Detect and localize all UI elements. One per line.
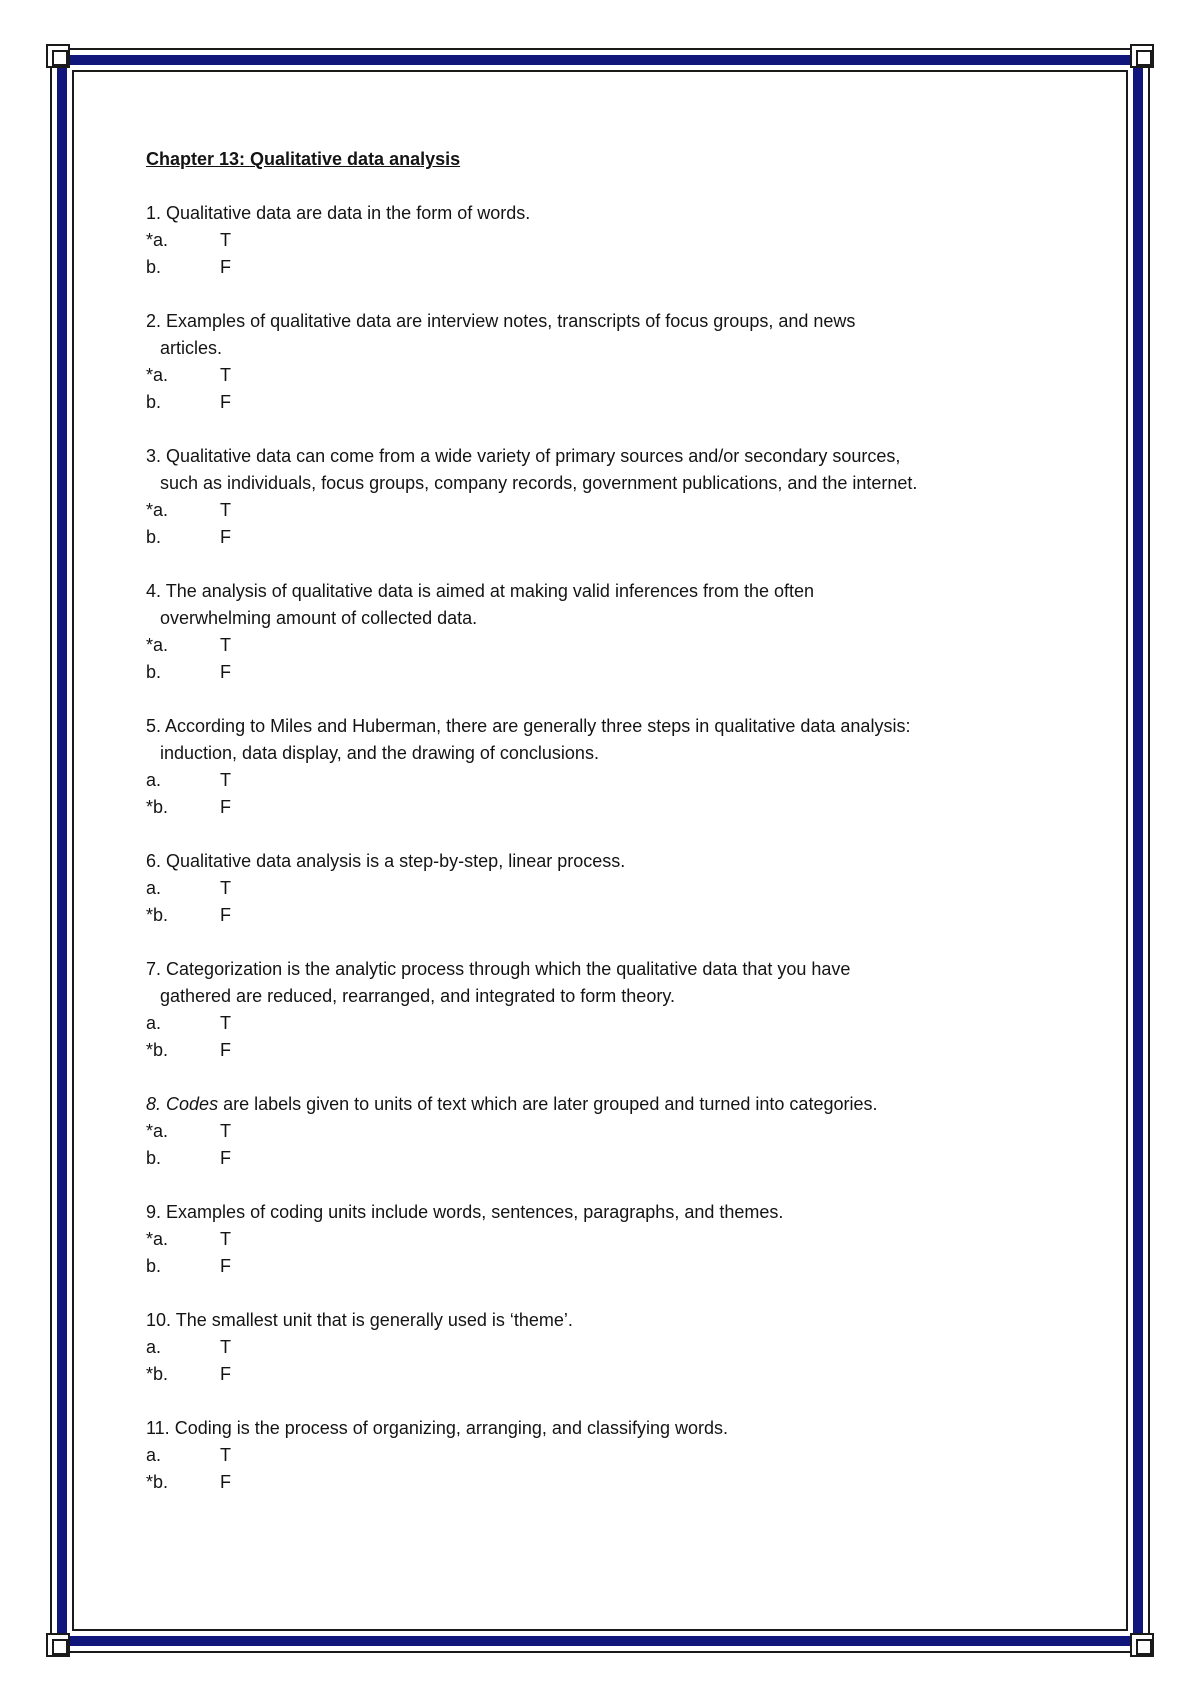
question-text [146, 443, 1046, 470]
question-item [146, 848, 1046, 929]
question-item [146, 1307, 1046, 1388]
option-letter: *a. [146, 1229, 169, 1249]
question-text-continued [146, 740, 1046, 767]
question-item [146, 200, 1046, 281]
question-line-text: Categorization is the analytic process through which the qualitative data that you have [166, 959, 851, 979]
border-corner-ornament [1130, 1633, 1154, 1657]
question-line-text: Coding is the process of organizing, arranging, and classifying words. [174, 1418, 729, 1438]
question-text [146, 578, 1046, 605]
question-number: 3. [146, 446, 162, 466]
answer-option [146, 902, 1046, 929]
option-value: T [220, 1445, 231, 1465]
answer-option [146, 794, 1046, 821]
option-letter: *b. [146, 905, 169, 925]
option-value: T [220, 770, 231, 790]
option-value: F [220, 257, 231, 277]
question-item [146, 443, 1046, 551]
question-line-text: Qualitative data can come from a wide variety of primary sources and/or secondary sources, [166, 446, 901, 466]
question-line-text: gathered are reduced, rearranged, and integrated to form theory. [160, 986, 675, 1006]
question-line-text: Qualitative data analysis is a step-by-step, linear process. [166, 851, 626, 871]
question-number: 5. [146, 716, 162, 736]
answer-option [146, 1334, 1046, 1361]
question-line-text: According to Miles and Huberman, there are generally three steps in qualitative data analysis: [165, 716, 911, 736]
option-value: T [220, 1337, 231, 1357]
question-text [146, 308, 1046, 335]
option-letter: b. [146, 257, 162, 277]
answer-option [146, 1145, 1046, 1172]
option-letter: a. [146, 1013, 162, 1033]
border-corner-ornament [46, 1633, 70, 1657]
question-item [146, 1415, 1046, 1496]
option-letter: *a. [146, 230, 169, 250]
option-letter: *a. [146, 1121, 169, 1141]
question-item [146, 956, 1046, 1064]
question-term: Codes [166, 1094, 219, 1114]
option-letter: b. [146, 662, 162, 682]
border-corner-ornament [46, 44, 70, 68]
question-text [146, 956, 1046, 983]
question-line-text: Qualitative data are data in the form of words. [166, 203, 531, 223]
question-line-text: The analysis of qualitative data is aimed at making valid inferences from the often [165, 581, 815, 601]
option-letter: *b. [146, 1364, 169, 1384]
answer-option [146, 1118, 1046, 1145]
question-text-continued [146, 470, 1046, 497]
question-text-continued [146, 983, 1046, 1010]
question-number: 10. [146, 1310, 172, 1330]
question-number: 2. [146, 311, 162, 331]
question-number: 7. [146, 959, 162, 979]
question-line-text: such as individuals, focus groups, company records, government publications, and the internet. [160, 473, 918, 493]
option-letter: *a. [146, 635, 169, 655]
question-text-continued [146, 335, 1046, 362]
question-text [146, 200, 1046, 227]
answer-option [146, 254, 1046, 281]
question-number: 9. [146, 1202, 162, 1222]
question-item [146, 1091, 1046, 1172]
answer-option [146, 1253, 1046, 1280]
answer-option [146, 362, 1046, 389]
option-value: F [220, 797, 231, 817]
question-text [146, 1307, 1046, 1334]
answer-option [146, 227, 1046, 254]
option-letter: a. [146, 770, 162, 790]
answer-option [146, 659, 1046, 686]
option-value: F [220, 1472, 231, 1492]
question-item [146, 713, 1046, 821]
question-number: 8. [146, 1094, 162, 1114]
option-letter: b. [146, 1148, 162, 1168]
option-value: T [220, 1013, 231, 1033]
answer-option [146, 1361, 1046, 1388]
option-letter: b. [146, 392, 162, 412]
question-line-text: overwhelming amount of collected data. [160, 608, 478, 628]
question-line-text: The smallest unit that is generally used is ‘theme’. [175, 1310, 573, 1330]
question-line-text: induction, data display, and the drawing of conclusions. [160, 743, 599, 763]
option-value: F [220, 662, 231, 682]
question-text [146, 713, 1046, 740]
option-letter: a. [146, 878, 162, 898]
answer-option [146, 389, 1046, 416]
option-letter: *b. [146, 797, 169, 817]
answer-option [146, 875, 1046, 902]
document-body [146, 146, 1046, 1523]
question-item [146, 308, 1046, 416]
question-number: 4. [146, 581, 162, 601]
answer-option [146, 767, 1046, 794]
answer-option [146, 1010, 1046, 1037]
option-value: T [220, 365, 231, 385]
option-value: F [220, 1364, 231, 1384]
question-line-text: Examples of coding units include words, sentences, paragraphs, and themes. [166, 1202, 784, 1222]
option-value: T [220, 878, 231, 898]
option-value: T [220, 1121, 231, 1141]
border-corner-ornament [1130, 44, 1154, 68]
option-letter: *b. [146, 1040, 169, 1060]
question-item [146, 1199, 1046, 1280]
option-value: T [220, 500, 231, 520]
option-value: F [220, 1256, 231, 1276]
question-text [146, 848, 1046, 875]
question-text-continued [146, 605, 1046, 632]
question-line-text: articles. [160, 338, 223, 358]
option-letter: b. [146, 1256, 162, 1276]
answer-option [146, 524, 1046, 551]
question-text [146, 1199, 1046, 1226]
answer-option [146, 632, 1046, 659]
option-value: T [220, 230, 231, 250]
question-line-text: Examples of qualitative data are interview notes, transcripts of focus groups, and news [166, 311, 856, 331]
option-letter: a. [146, 1337, 162, 1357]
option-letter: *b. [146, 1472, 169, 1492]
option-letter: *a. [146, 365, 169, 385]
question-text [146, 1415, 1046, 1442]
question-number: 1. [146, 203, 162, 223]
question-list [146, 200, 1046, 1496]
question-text [146, 1091, 1046, 1118]
question-number: 6. [146, 851, 162, 871]
answer-option [146, 497, 1046, 524]
option-value: F [220, 905, 231, 925]
answer-option [146, 1226, 1046, 1253]
option-value: T [220, 635, 231, 655]
answer-option [146, 1469, 1046, 1496]
option-letter: a. [146, 1445, 162, 1465]
answer-option [146, 1442, 1046, 1469]
question-item [146, 578, 1046, 686]
question-number: 11. [146, 1418, 170, 1438]
option-value: F [220, 1040, 231, 1060]
option-value: F [220, 392, 231, 412]
option-letter: *a. [146, 500, 169, 520]
chapter-title: Chapter 13: Qualitative data analysis [146, 149, 461, 169]
option-letter: b. [146, 527, 162, 547]
question-line-text: are labels given to units of text which are later grouped and turned into categories. [223, 1094, 878, 1114]
option-value: T [220, 1229, 231, 1249]
answer-option [146, 1037, 1046, 1064]
option-value: F [220, 1148, 231, 1168]
option-value: F [220, 527, 231, 547]
